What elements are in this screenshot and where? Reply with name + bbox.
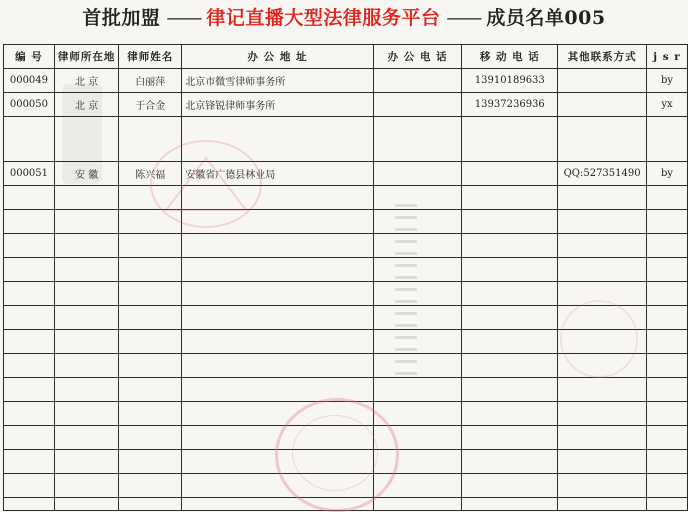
cell-office-address	[182, 354, 374, 378]
cell-office-address: 北京锋锐律师事务所	[182, 93, 374, 117]
table-row	[4, 426, 688, 450]
cell-lawyer-name: 于合金	[119, 93, 182, 117]
cell-location	[54, 402, 119, 426]
cell-location	[54, 258, 119, 282]
cell-other-contact	[558, 234, 647, 258]
cell-id: 000050	[4, 93, 55, 117]
cell-jsr: by	[647, 69, 688, 93]
cell-other-contact	[558, 474, 647, 498]
cell-location	[54, 306, 119, 330]
cell-office-address	[182, 450, 374, 474]
cell-lawyer-name	[119, 258, 182, 282]
header-mobile-phone: 移 动 电 话	[462, 45, 558, 69]
cell-lawyer-name	[119, 450, 182, 474]
header-location: 律师所在地	[54, 45, 119, 69]
cell-location	[54, 450, 119, 474]
table-row	[4, 498, 688, 511]
cell-other-contact	[558, 93, 647, 117]
cell-office-phone	[373, 186, 462, 210]
cell-mobile-phone	[462, 474, 558, 498]
table-row	[4, 117, 688, 162]
cell-office-phone	[373, 498, 462, 511]
cell-jsr	[647, 402, 688, 426]
cell-lawyer-name: 白丽萍	[119, 69, 182, 93]
cell-id	[4, 450, 55, 474]
cell-id	[4, 282, 55, 306]
cell-location: 北 京	[54, 69, 119, 93]
cell-location	[54, 186, 119, 210]
header-lawyer-name: 律师姓名	[119, 45, 182, 69]
table-row	[4, 186, 688, 210]
cell-mobile-phone	[462, 186, 558, 210]
cell-other-contact	[558, 282, 647, 306]
cell-location	[54, 234, 119, 258]
cell-lawyer-name	[119, 498, 182, 511]
member-list-sheet	[0, 44, 688, 504]
cell-id	[4, 258, 55, 282]
cell-mobile-phone	[462, 378, 558, 402]
cell-office-phone	[373, 354, 462, 378]
cell-id	[4, 210, 55, 234]
cell-lawyer-name	[119, 306, 182, 330]
cell-location	[54, 330, 119, 354]
cell-jsr	[647, 234, 688, 258]
cell-location	[54, 210, 119, 234]
cell-location	[54, 282, 119, 306]
cell-jsr	[647, 186, 688, 210]
cell-other-contact	[558, 258, 647, 282]
cell-office-phone	[373, 258, 462, 282]
cell-mobile-phone	[462, 162, 558, 186]
cell-other-contact	[558, 354, 647, 378]
cell-id: 000051	[4, 162, 55, 186]
title-suffix: 成员名单005	[486, 7, 606, 29]
cell-location	[54, 474, 119, 498]
cell-lawyer-name	[119, 186, 182, 210]
cell-id	[4, 426, 55, 450]
cell-jsr	[647, 498, 688, 511]
cell-location	[54, 498, 119, 511]
cell-other-contact	[558, 69, 647, 93]
cell-office-phone	[373, 210, 462, 234]
cell-jsr	[647, 210, 688, 234]
cell-mobile-phone	[462, 282, 558, 306]
table-row	[4, 402, 688, 426]
cell-lawyer-name: 陈兴福	[119, 162, 182, 186]
cell-id	[4, 378, 55, 402]
cell-office-address	[182, 306, 374, 330]
cell-location	[54, 354, 119, 378]
cell-office-phone	[373, 69, 462, 93]
cell-location: 安 徽	[54, 162, 119, 186]
title-dash-right: ——	[446, 7, 481, 29]
cell-mobile-phone	[462, 258, 558, 282]
cell-other-contact	[558, 330, 647, 354]
cell-jsr	[647, 306, 688, 330]
title-platform-name: 律记直播大型法律服务平台	[206, 7, 441, 29]
cell-jsr	[647, 426, 688, 450]
cell-office-phone	[373, 450, 462, 474]
cell-location	[54, 378, 119, 402]
header-id: 编 号	[4, 45, 55, 69]
cell-office-address	[182, 234, 374, 258]
cell-office-address	[182, 117, 374, 162]
cell-id	[4, 306, 55, 330]
cell-office-phone	[373, 282, 462, 306]
cell-lawyer-name	[119, 402, 182, 426]
cell-mobile-phone: 13910189633	[462, 69, 558, 93]
table-row	[4, 354, 688, 378]
cell-office-address	[182, 258, 374, 282]
cell-office-address: 北京市微雪律师事务所	[182, 69, 374, 93]
table-row	[4, 93, 688, 117]
cell-mobile-phone	[462, 354, 558, 378]
table-header-row	[4, 45, 688, 69]
cell-mobile-phone	[462, 330, 558, 354]
cell-office-phone	[373, 306, 462, 330]
cell-other-contact	[558, 186, 647, 210]
cell-office-phone	[373, 474, 462, 498]
cell-id	[4, 402, 55, 426]
cell-mobile-phone	[462, 450, 558, 474]
cell-other-contact	[558, 402, 647, 426]
cell-office-address	[182, 426, 374, 450]
cell-jsr	[647, 474, 688, 498]
table-row	[4, 69, 688, 93]
cell-office-address	[182, 210, 374, 234]
cell-lawyer-name	[119, 378, 182, 402]
cell-jsr	[647, 450, 688, 474]
cell-jsr	[647, 330, 688, 354]
cell-office-phone	[373, 378, 462, 402]
table-row	[4, 330, 688, 354]
header-other-contact: 其他联系方式	[558, 45, 647, 69]
cell-id	[4, 186, 55, 210]
cell-jsr	[647, 282, 688, 306]
cell-id	[4, 330, 55, 354]
cell-lawyer-name	[119, 330, 182, 354]
header-office-address: 办 公 地 址	[182, 45, 374, 69]
table-row	[4, 258, 688, 282]
header-office-phone: 办 公 电 话	[373, 45, 462, 69]
cell-office-address	[182, 402, 374, 426]
cell-office-phone	[373, 117, 462, 162]
cell-office-phone	[373, 330, 462, 354]
table-row	[4, 450, 688, 474]
cell-jsr	[647, 354, 688, 378]
cell-mobile-phone	[462, 210, 558, 234]
title-prefix: 首批加盟	[82, 7, 161, 29]
cell-location	[54, 117, 119, 162]
table-row	[4, 378, 688, 402]
cell-other-contact	[558, 450, 647, 474]
cell-id: 000049	[4, 69, 55, 93]
table-row	[4, 474, 688, 498]
cell-office-phone	[373, 93, 462, 117]
cell-office-address	[182, 498, 374, 511]
cell-jsr	[647, 378, 688, 402]
cell-office-phone	[373, 234, 462, 258]
cell-other-contact	[558, 210, 647, 234]
cell-office-address	[182, 378, 374, 402]
cell-other-contact	[558, 306, 647, 330]
title-dash-left: ——	[166, 7, 201, 29]
table-row	[4, 282, 688, 306]
cell-id	[4, 474, 55, 498]
cell-id	[4, 498, 55, 511]
cell-lawyer-name	[119, 282, 182, 306]
cell-mobile-phone	[462, 402, 558, 426]
cell-other-contact: QQ:527351490	[558, 162, 647, 186]
cell-lawyer-name	[119, 234, 182, 258]
cell-lawyer-name	[119, 354, 182, 378]
cell-office-address	[182, 474, 374, 498]
cell-other-contact	[558, 498, 647, 511]
cell-jsr: yx	[647, 93, 688, 117]
cell-lawyer-name	[119, 474, 182, 498]
cell-location	[54, 426, 119, 450]
cell-mobile-phone	[462, 117, 558, 162]
cell-office-address: 安徽省广德县林业局	[182, 162, 374, 186]
cell-mobile-phone: 13937236936	[462, 93, 558, 117]
cell-lawyer-name	[119, 210, 182, 234]
cell-mobile-phone	[462, 234, 558, 258]
cell-office-address	[182, 186, 374, 210]
cell-other-contact	[558, 426, 647, 450]
cell-jsr	[647, 117, 688, 162]
member-table	[3, 44, 688, 511]
cell-other-contact	[558, 378, 647, 402]
cell-office-phone	[373, 426, 462, 450]
table-row	[4, 306, 688, 330]
cell-jsr: by	[647, 162, 688, 186]
cell-id	[4, 117, 55, 162]
cell-lawyer-name	[119, 117, 182, 162]
cell-jsr	[647, 258, 688, 282]
cell-mobile-phone	[462, 426, 558, 450]
cell-id	[4, 354, 55, 378]
table-row	[4, 162, 688, 186]
cell-lawyer-name	[119, 426, 182, 450]
cell-office-phone	[373, 402, 462, 426]
document-title	[0, 0, 688, 40]
cell-office-address	[182, 330, 374, 354]
cell-office-address	[182, 282, 374, 306]
cell-id	[4, 234, 55, 258]
cell-office-phone	[373, 162, 462, 186]
cell-location: 北 京	[54, 93, 119, 117]
header-jsr: j s r	[647, 45, 688, 69]
table-row	[4, 210, 688, 234]
cell-mobile-phone	[462, 498, 558, 511]
cell-mobile-phone	[462, 306, 558, 330]
table-row	[4, 234, 688, 258]
cell-other-contact	[558, 117, 647, 162]
